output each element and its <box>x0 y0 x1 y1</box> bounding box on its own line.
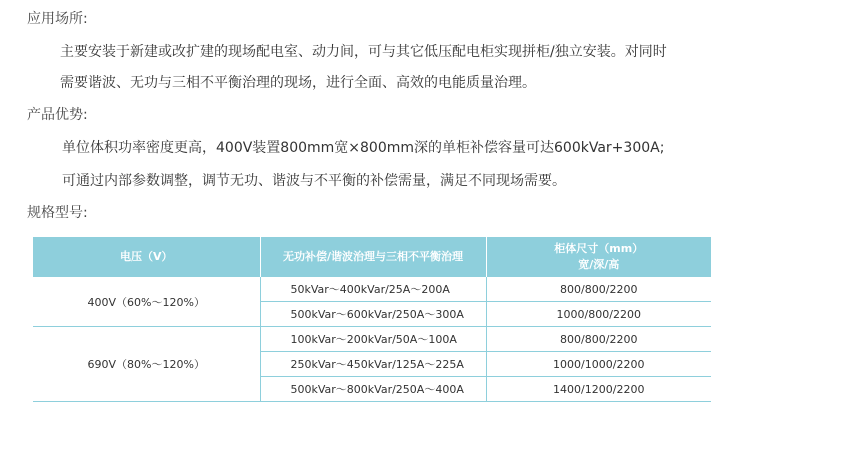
capacity-cell: 100kVar～200kVar/50A～100A <box>260 327 486 352</box>
capacity-cell: 500kVar～600kVar/250A～300A <box>260 302 486 327</box>
size-cell: 1000/1000/2200 <box>486 352 711 377</box>
size-cell: 800/800/2200 <box>486 327 711 352</box>
voltage-cell: 400V（60%～120%） <box>33 277 260 327</box>
table-row <box>33 327 711 352</box>
specs-heading: 规格型号: <box>27 205 88 221</box>
voltage-cell: 690V（80%～120%） <box>33 327 260 402</box>
header-capacity: 无功补偿/谐波治理与三相不平衡治理 <box>260 237 486 277</box>
application-text-line-2: 需要谐波、无功与三相不平衡治理的现场，进行全面、高效的电能质量治理。 <box>60 75 536 91</box>
size-cell: 800/800/2200 <box>486 277 711 302</box>
capacity-cell: 50kVar～400kVar/25A～200A <box>260 277 486 302</box>
advantages-text-line-2: 可通过内部参数调整，调节无功、谐波与不平衡的补偿需量，满足不同现场需要。 <box>62 173 566 189</box>
size-cell: 1400/1200/2200 <box>486 377 711 402</box>
spec-table-header-row <box>33 237 711 277</box>
advantages-text-line-1: 单位体积功率密度更高，400V装置800mm宽×800mm深的单柜补偿容量可达600kVar+300A; <box>62 140 665 156</box>
application-text-line-1: 主要安装于新建或改扩建的现场配电室、动力间，可与其它低压配电柜实现拼柜/独立安装。对同时 <box>60 44 667 60</box>
header-size-line-1: 柜体尺寸（mm） <box>554 242 644 255</box>
advantages-heading: 产品优势: <box>27 107 88 123</box>
capacity-cell: 250kVar～450kVar/125A～225A <box>260 352 486 377</box>
size-cell: 1000/800/2200 <box>486 302 711 327</box>
capacity-cell: 500kVar～800kVar/250A～400A <box>260 377 486 402</box>
header-voltage: 电压（V） <box>33 237 260 277</box>
spec-table <box>33 237 711 402</box>
table-row <box>33 277 711 302</box>
header-size-line-2: 宽/深/高 <box>578 258 620 271</box>
header-cabinet-size <box>486 237 711 277</box>
application-heading: 应用场所: <box>27 11 88 27</box>
